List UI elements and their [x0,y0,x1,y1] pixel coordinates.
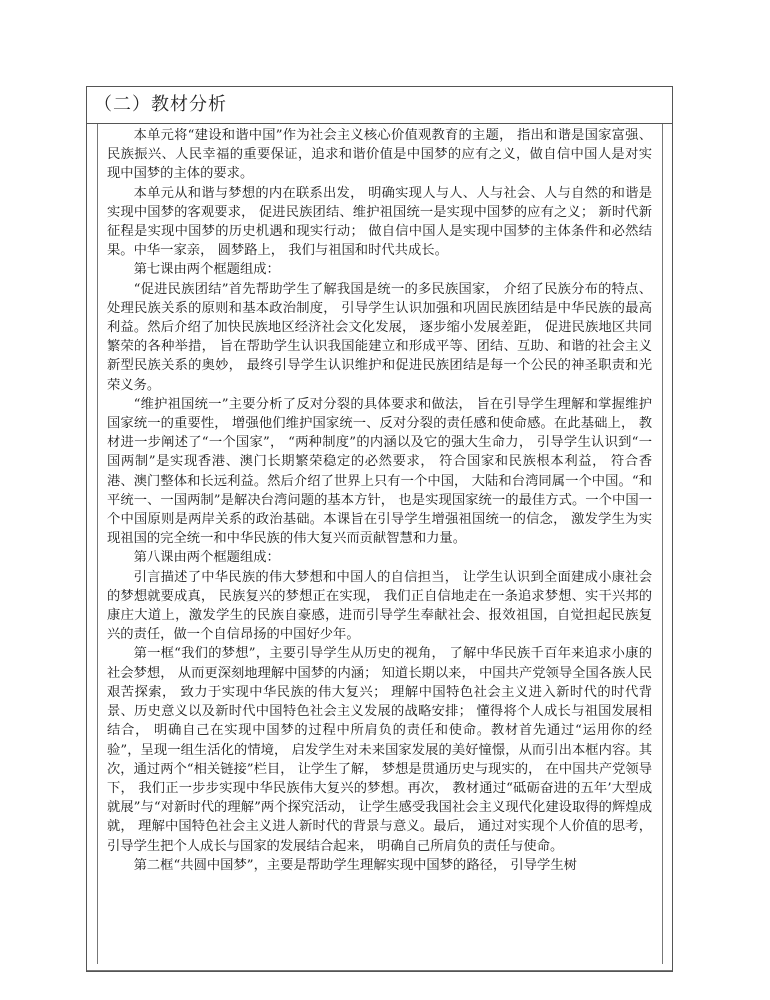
paragraph: 第八课由两个框题组成： [133,550,280,566]
inner-left-rule [97,124,98,964]
paragraph: 引言描述了中华民族的伟大梦想和中国人的自信担当， 让学生认识到全面建成小康社会的梦想就要成真， 民族复兴的梦想正在实现， 我们正自信地走在一条追求梦想、实干兴邦的康庄大道上，激发学生的民族自豪感，进而引导学生奉献社会、报效祖国，自觉担起民族复兴的责任，做一个自信昂扬的中国好少年。 [107,569,652,643]
section-title: （二）教材分析 [94,94,227,115]
paragraph: 第七课由两个框题组成： [133,262,280,278]
paragraph: 本单元将“建设和谐中国”作为社会主义核心价值观教育的主题， 指出和谐是国家富强、民族振兴、人民幸福的重要保证，追求和谐价值是中国梦的应有之义，做自信中国人是对实现中国梦的主体的要求。 [107,128,652,182]
paragraph: “促进民族团结”首先帮助学生了解我国是统一的多民族国家， 介绍了民族分布的特点、处理民族关系的原则和基本政治制度， 引导学生认识加强和巩固民族团结是中华民族的最高利益。然后介绍了加快民族地区经济社会文化发展， 逐步缩小发展差距， 促进民族地区共同繁荣的各种举措， 旨在帮助学生认识我国能建立和形成平等、团结、互助、和谐的社会主义新型民族关系的奥妙， 最终引导学生认识维护和促进民族团结是每一个公民的神圣职责和光荣义务。 [107,281,652,393]
bottom-rule [87,970,672,971]
paragraph: 第二框“共圆中国梦”，主要是帮助学生理解实现中国梦的路径， 引导学生树 [133,857,577,873]
analysis-body [107,126,652,875]
inner-right-rule [662,124,663,964]
paragraph: 第一框“我们的梦想”，主要引导学生从历史的视角， 了解中华民族千百年来追求小康的社会梦想， 从而更深刻地理解中国梦的内涵； 知道长期以来， 中国共产党领导全国各族人民艰苦探索， 致力于实现中华民族的伟大复兴； 理解中国特色社会主义进入新时代的时代背景、历史意义以及新时代中国特色社会主义发展的战略安排； 懂得将个人成长与祖国发展相结合， 明确自己在实现中国梦的过程中所肩负的责任和使命。教材首先通过“运用你的经验”，呈现一组生活化的情境， 启发学生对未来国家发展的美好憧憬，从而引出本框内容。其次，通过两个“相关链接”栏目， 让学生了解， 梦想是贯通历史与现实的， 在中国共产党领导下， 我们正一步步实现中华民族伟大复兴的梦想。再次， 教材通过“砥砺奋进的五年’大型成就展”与“对新时代的理解”两个探究活动， 让学生感受我国社会主义现代化建设取得的辉煌成就， 理解中国特色社会主义进人新时代的背景与意义。最后， 通过对实现个人价值的思考， 引导学生把个人成长与国家的发展结合起来， 明确自己所肩负的责任与使命。 [107,646,652,854]
section-header [87,87,672,124]
paragraph: 本单元从和谐与梦想的内在联系出发， 明确实现人与人、人与社会、人与自然的和谐是实现中国梦的客观要求， 促进民族团结、维护祖国统一是实现中国梦的应有之义； 新时代新征程是实现中国梦的历史机遇和现实行动； 做自信中国人是实现中国梦的主体条件和必然结果。中华一家亲， 圆梦路上， 我们与祖国和时代共成长。 [107,185,652,259]
paragraph: “维护祖国统一”主要分析了反对分裂的具体要求和做法， 旨在引导学生理解和掌握维护国家统一的重要性， 增强他们维护国家统一、反对分裂的责任感和使命感。在此基础上， 教材进一步阐述了“一个国家”， “两种制度”的内涵以及它的强大生命力， 引导学生认识到“一国两制”是实现香港、澳门长期繁荣稳定的必然要求， 符合国家和民族根本利益， 符合香港、澳门整体和长远利益。然后介绍了世界上只有一个中国， 大陆和台湾同属一个中国。“和平统一、一国两制”是解决台湾问题的基本方针， 也是实现国家统一的最佳方式。一个中国一个中国原则是两岸关系的政治基础。本课旨在引导学生增强祖国统一的信念， 激发学生为实现祖国的完全统一和中华民族的伟大复兴而贡献智慧和力量。 [107,396,652,547]
content-frame [86,86,673,972]
